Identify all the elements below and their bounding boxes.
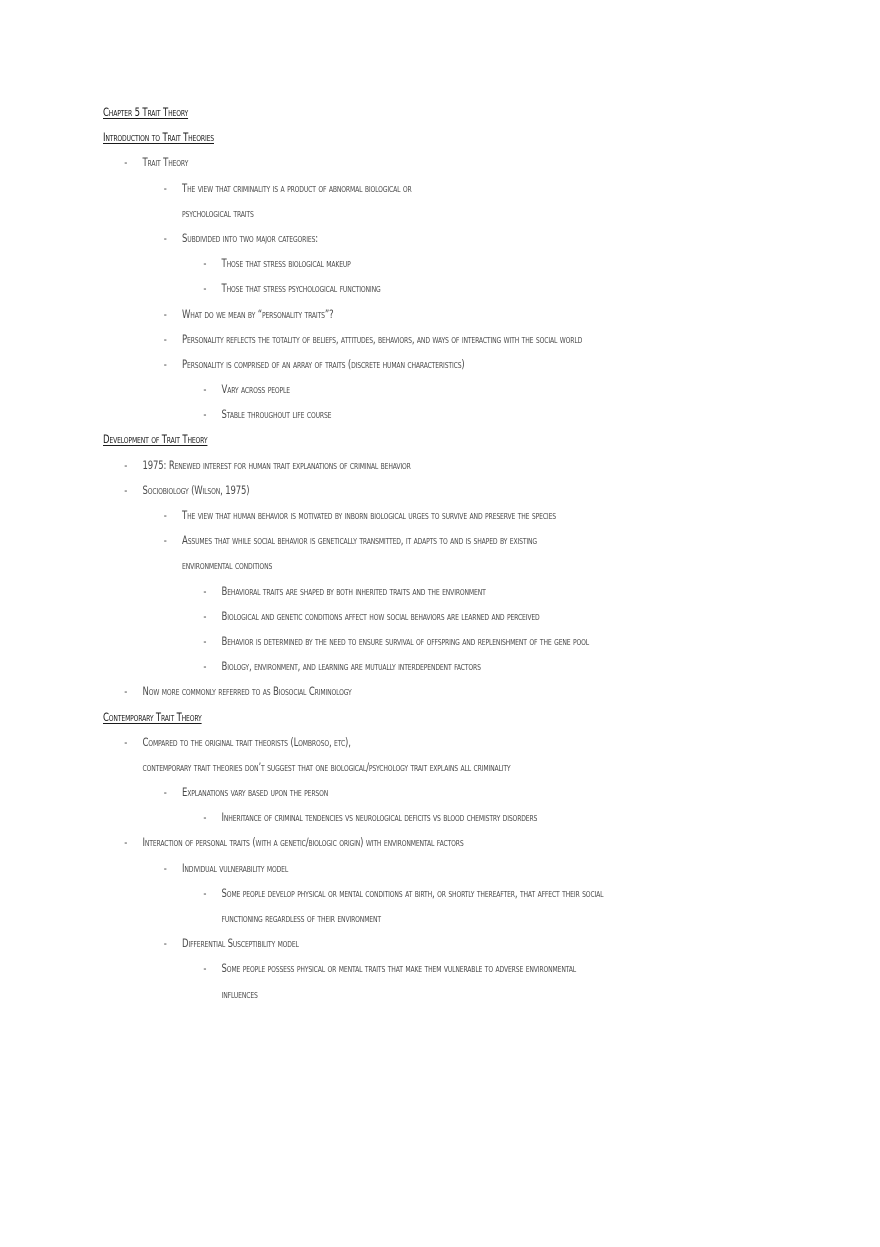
list-item-text: Interaction of personal traits (with a genetic/biologic origin) with environmental factors	[142, 836, 464, 850]
list-item	[103, 478, 635, 503]
list-item	[103, 805, 635, 830]
bullet-dash-icon: -	[163, 231, 167, 245]
list-item-text: Trait Theory	[142, 156, 189, 170]
list-item-text: Personality is comprised of an array of traits (discrete human characteristics)	[182, 357, 465, 371]
bullet-dash-icon: -	[163, 307, 167, 321]
list-item-text: Behavioral traits are shaped by both inherited traits and the environment	[221, 584, 486, 598]
list-item-text: Personality reflects the totality of beliefs, attitudes, behaviors, and ways of interacting with the social world	[182, 332, 583, 346]
list-item	[103, 956, 635, 981]
section-heading: Development of Trait Theory	[103, 433, 208, 447]
list-item-continuation: environmental conditions	[182, 559, 273, 573]
list-item-continuation: influences	[221, 987, 258, 1001]
list-item	[103, 251, 635, 276]
bullet-dash-icon: -	[203, 257, 207, 271]
bullet-dash-icon: -	[163, 861, 167, 875]
list-item-text: Subdivided into two major categories:	[182, 231, 319, 245]
list-item-continuation: psychological traits	[182, 206, 254, 220]
bullet-dash-icon: -	[203, 383, 207, 397]
list-item-text: Those that stress biological makeup	[221, 257, 351, 271]
list-item-text: What do we mean by “personality traits”?	[182, 307, 334, 321]
bullet-dash-icon: -	[163, 181, 167, 195]
list-item	[103, 377, 635, 402]
bullet-dash-icon: -	[203, 584, 207, 598]
list-item	[103, 654, 635, 679]
bullet-dash-icon: -	[124, 483, 128, 497]
bullet-dash-icon: -	[124, 735, 128, 749]
list-item	[103, 679, 635, 704]
list-item	[103, 302, 635, 327]
list-item	[103, 352, 635, 377]
list-item	[103, 276, 635, 301]
list-item-text: Biology, environment, and learning are mutually interdependent factors	[221, 660, 481, 674]
bullet-dash-icon: -	[203, 962, 207, 976]
list-item	[103, 579, 635, 604]
list-item-text: Those that stress psychological functioning	[221, 282, 381, 296]
list-item-text: 1975: Renewed interest for human trait explanations of criminal behavior	[142, 458, 411, 472]
bullet-dash-icon: -	[203, 886, 207, 900]
list-item-continuation: functioning regardless of their environment	[221, 912, 381, 925]
list-item-text: Behavior is determined by the need to ensure survival of offspring and replenishment of the gene pool	[221, 634, 590, 648]
list-item	[103, 176, 635, 201]
section-heading: Introduction to Trait Theories	[103, 131, 214, 145]
bullet-dash-icon: -	[124, 458, 128, 472]
section-heading: Contemporary Trait Theory	[103, 710, 202, 724]
list-item	[103, 150, 635, 175]
list-item-text: Stable throughout life course	[221, 408, 332, 422]
list-item-text: Inheritance of criminal tendencies vs neurological deficits vs blood chemistry disorders	[221, 811, 538, 825]
list-item	[103, 503, 635, 528]
list-item-text: Sociobiology (Wilson, 1975)	[142, 483, 250, 497]
list-item	[103, 730, 635, 755]
bullet-dash-icon: -	[124, 836, 128, 850]
bullet-dash-icon: -	[124, 156, 128, 170]
list-item-continuation: contemporary trait theories don’t suggest that one biological/psychology trait explains all criminality	[142, 760, 511, 774]
bullet-dash-icon: -	[163, 937, 167, 951]
list-item	[103, 780, 635, 805]
bullet-dash-icon: -	[163, 786, 167, 800]
bullet-dash-icon: -	[163, 332, 167, 346]
section-heading: Chapter 5 Trait Theory	[103, 106, 189, 119]
bullet-dash-icon: -	[203, 811, 207, 825]
list-item-text: Explanations vary based upon the person	[182, 786, 329, 800]
bullet-dash-icon: -	[124, 685, 128, 699]
list-item-text: Compared to the original trait theorists (Lombroso, etc),	[142, 735, 351, 749]
list-item-text: Vary across people	[221, 383, 290, 397]
list-item-text: Biological and genetic conditions affect how social behaviors are learned and perceived	[221, 609, 540, 623]
list-item-text: Some people possess physical or mental traits that make them vulnerable to adverse environmental	[221, 962, 577, 976]
list-item-text: Individual vulnerability model	[182, 861, 289, 875]
list-item	[103, 402, 635, 427]
list-item	[103, 881, 635, 906]
list-item	[103, 327, 635, 352]
list-item	[103, 528, 635, 553]
list-item	[103, 226, 635, 251]
list-item	[103, 931, 635, 956]
list-item	[103, 604, 635, 629]
list-item	[103, 830, 635, 855]
bullet-dash-icon: -	[203, 282, 207, 296]
list-item	[103, 856, 635, 881]
bullet-dash-icon: -	[163, 534, 167, 548]
bullet-dash-icon: -	[163, 509, 167, 522]
list-item-text: The view that human behavior is motivated by inborn biological urges to survive and preserve the species	[182, 509, 556, 522]
notes-body	[103, 100, 803, 1007]
bullet-dash-icon: -	[163, 357, 167, 371]
bullet-dash-icon: -	[203, 408, 207, 422]
list-item-text: Now more commonly referred to as Biosocial Criminology	[142, 685, 352, 699]
list-item-text: Some people develop physical or mental conditions at birth, or shortly thereafter, that affect their social	[221, 886, 604, 900]
list-item-text: The view that criminality is a product of abnormal biological or	[182, 181, 412, 195]
list-item-text: Assumes that while social behavior is genetically transmitted, it adapts to and is shaped by existing	[182, 534, 537, 548]
bullet-dash-icon: -	[203, 609, 207, 623]
list-item-text: Differential Susceptibility model	[182, 937, 299, 951]
bullet-dash-icon: -	[203, 634, 207, 648]
bullet-dash-icon: -	[203, 660, 207, 674]
list-item	[103, 629, 635, 654]
list-item	[103, 453, 635, 478]
